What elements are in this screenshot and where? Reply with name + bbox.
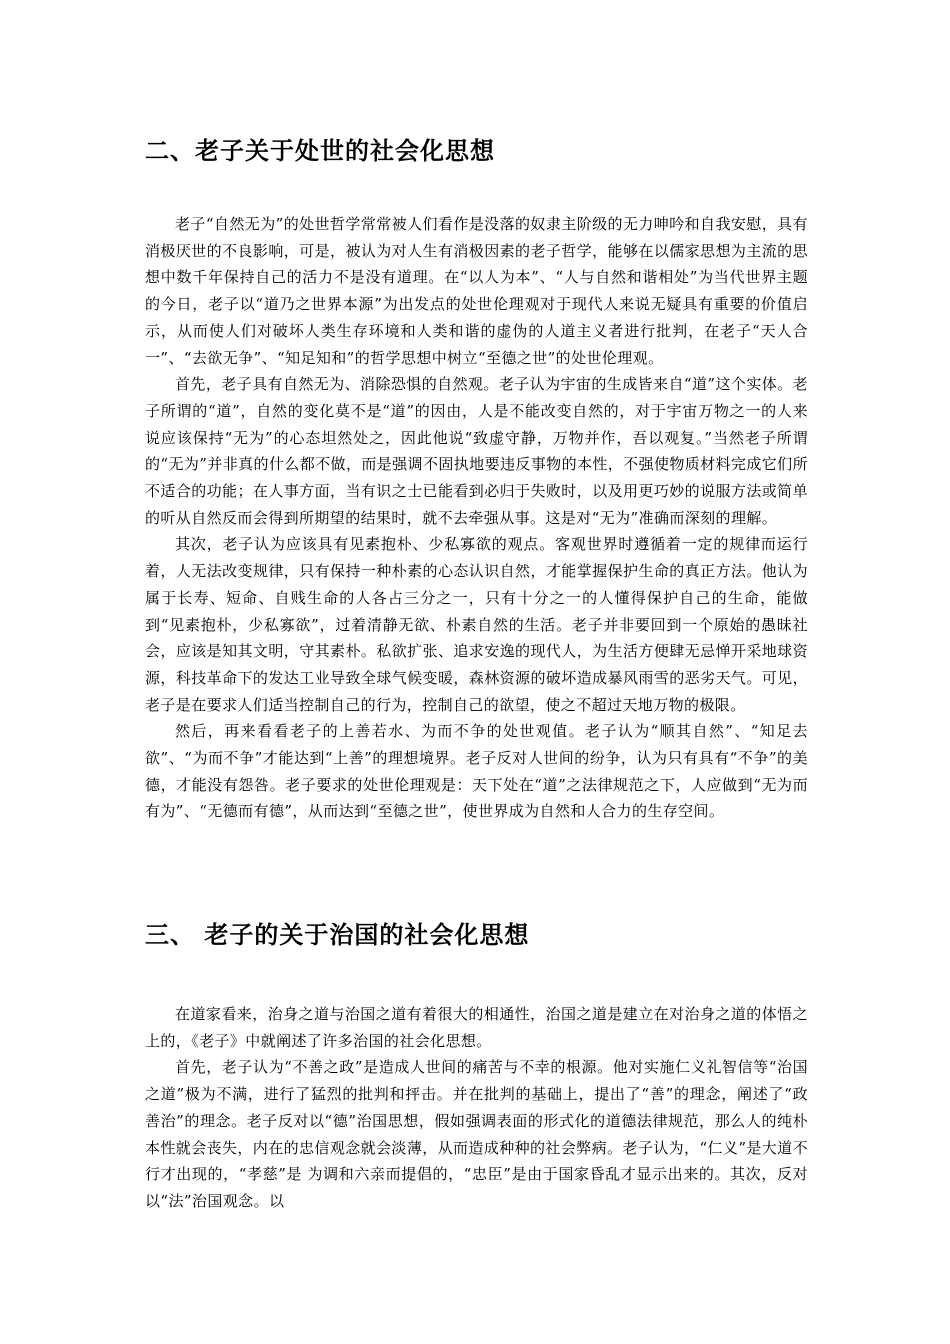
section-2-paragraph-2: 首先，老子具有自然无为、消除恐惧的自然观。老子认为宇宙的生成皆来自“道”这个实体。老子所谓的“道”，自然的变化莫不是“道”的因由，人是不能改变自然的，对于宇宙万物之一的人来说应该保持“无为”的心态坦然处之，因此他说“致虚守静，万物并作，吾以观复。”当然老子所谓的“无为”并非真的什么都不做，而是强调不固执地要违反事物的本性，不强使物质材料完成它们所不适合的功能；在人事方面，当有识之士已能看到必归于失败时，以及用更巧妙的说服方法或简单的听从自然反而会得到所期望的结果时，就不去牵强从事。这是对“无为”准确而深刻的理解。 (145, 375, 808, 527)
section-3-paragraph-1: 在道家看来，治身之道与治国之道有着很大的相通性，治国之道是建立在对治身之道的体悟之上的，《老子》中就阐述了许多治国的社会化思想。 (145, 1005, 808, 1050)
section-2-paragraph-1: 老子“自然无为”的处世哲学常常被人们看作是没落的奴隶主阶级的无力呻吟和自我安慰，具有消极厌世的不良影响，可是，被认为对人生有消极因素的老子哲学，能够在以儒家思想为主流的思想中数千年保持自己的活力不是没有道理。在“以人为本”、“人与自然和谐相处”为当代世界主题的今日，老子以“道乃之世界本源”为出发点的处世伦理观对于现代人来说无疑具有重要的价值启示，从而使人们对破坏人类生存环境和人类和谐的虚伪的人道主义者进行批判，在老子“天人合一”、“去欲无争”、“知足知和”的哲学思想中树立“至德之世”的处世伦理观。 (145, 215, 808, 367)
section-2-paragraph-3: 其次，老子认为应该具有见素抱朴、少私寡欲的观点。客观世界时遵循着一定的规律而运行着，人无法改变规律，只有保持一种朴素的心态认识自然，才能掌握保护生命的真正方法。他认为属于长寿、短命、自贱生命的人各占三分之一，只有十分之一的人懂得保护自己的生命，能做到“见素抱朴，少私寡欲”，过着清静无欲、朴素自然的生活。老子并非要回到一个原始的愚昧社会，应该是知其文明，守其素朴。私欲扩张、追求安逸的现代人，为生活方便肆无忌惮开采地球资源，科技革命下的发达工业导致全球气候变暖，森林资源的破坏造成暴风雨雪的恶劣天气。可见，老子是在要求人们适当控制自己的行为，控制自己的欲望，使之不超过天地万物的极限。 (145, 535, 808, 714)
section-3-body (145, 1001, 808, 1215)
section-2-heading: 二、老子关于处世的社会化思想 (145, 137, 495, 165)
section-3-paragraph-2: 首先，老子认为“不善之政”是造成人世间的痛苦与不幸的根源。他对实施仁义礼智信等“治国之道”极为不满，进行了猛烈的批判和抨击。并在批判的基础上，提出了“善”的理念，阐述了“政善治”的理念。老子反对以“德”治国思想，假如强调表面的形式化的道德法律规范，那么人的纯朴本性就会丧失，内在的忠信观念就会淡薄，从而造成种种的社会弊病。老子认为，“仁义”是大道不行才出现的，“孝慈”是 为调和六亲而提倡的，“忠臣”是由于国家昏乱才显示出来的。其次，反对以“法”治国观念。以 (145, 1058, 808, 1210)
section-2-body (145, 211, 808, 825)
section-3-heading: 三、 老子的关于治国的社会化思想 (145, 921, 530, 949)
section-2-paragraph-4: 然后，再来看看老子的上善若水、为而不争的处世观值。老子认为“顺其自然”、“知足去欲”、“为而不争”才能达到“上善”的理想境界。老子反对人世间的纷争，认为只有具有“不争”的美德，才能没有怨咎。老子要求的处世伦理观是：天下处在“道”之法律规范之下，人应做到“无为而有为”、“无德而有德”，从而达到“至德之世”，使世界成为自然和人合力的生存空间。 (145, 722, 808, 821)
